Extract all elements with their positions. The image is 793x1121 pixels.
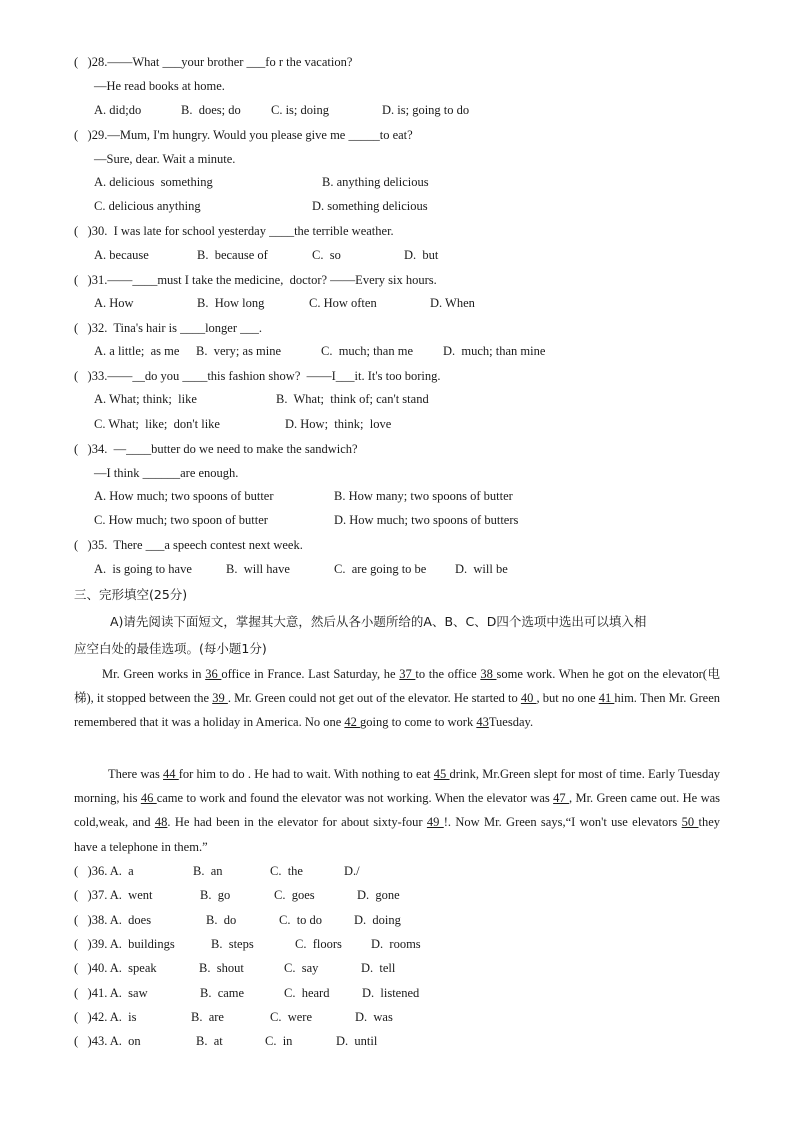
question-31-stem: ( )31.——____must I take the medicine, doctor? ——Every six hours. <box>74 273 437 287</box>
cloze-option: C. to do <box>279 912 323 927</box>
question-33-option-a: A. What; think; like <box>94 392 197 406</box>
question-30-stem: ( )30. I was late for school yesterday ____the terrible weather. <box>74 224 394 238</box>
question-29-stem: ( )29.—Mum, I'm hungry. Would you please give me _____to eat? <box>74 128 413 142</box>
cloze-option: D. doing <box>354 912 401 927</box>
section-instruction-line1: A)请先阅读下面短文，掌握其大意，然后从各小题所给的A、B、C、D四个选项中选出可以填入相 <box>110 614 647 629</box>
cloze-question-40: ( )40. A. speak <box>74 961 157 976</box>
passage-text: !. Now Mr. Green says,“I won't use elevators <box>443 815 682 830</box>
question-32-option-a: A. a little; as me <box>94 344 180 358</box>
question-32-stem: ( )32. Tina's hair is ____longer ___. <box>74 321 263 335</box>
passage-text: Mr. Green works in <box>102 667 206 681</box>
question-33-stem: ( )33.——__do you ____this fashion show? ——I___it. It's too boring. <box>74 369 441 383</box>
question-29-option-a: A. delicious something <box>94 175 213 189</box>
cloze-option: B. shout <box>199 961 244 976</box>
passage-text: drink, Mr.Green slept for most of time. Early Tuesday morning, his <box>74 767 721 806</box>
cloze-option: C. in <box>265 1034 293 1049</box>
question-34-option-c: C. How much; two spoon of butter <box>94 513 268 527</box>
passage-text: to the office <box>415 667 481 681</box>
section-title: 三、完形填空(25分) <box>74 587 188 602</box>
cloze-option: C. floors <box>295 936 342 951</box>
question-31-option-a: A. How <box>94 296 134 310</box>
question-34-option-d: D. How much; two spoons of butters <box>334 513 519 527</box>
question-28-option-a: A. did;do <box>94 103 142 117</box>
question-32-option-c: C. much; than me <box>321 344 413 358</box>
passage-text: office in France. Last Saturday, he <box>221 667 400 681</box>
cloze-option: B. came <box>200 985 245 1000</box>
cloze-option: B. go <box>200 888 231 903</box>
cloze-option: B. are <box>191 1009 224 1024</box>
passage-text: they have a telephone in them.” <box>74 815 721 854</box>
blank: 36 <box>205 667 222 681</box>
blank: 50 <box>681 815 699 830</box>
question-32-option-d: D. much; than mine <box>443 344 546 358</box>
cloze-option: D. was <box>355 1009 393 1024</box>
question-34-option-b: B. How many; two spoons of butter <box>334 489 513 503</box>
passage-text: . Mr. Green could not get out of the elevator. He started to <box>227 691 521 706</box>
question-29-reply: —Sure, dear. Wait a minute. <box>94 152 236 166</box>
blank: 40 <box>520 691 537 706</box>
question-30-option-d: D. but <box>404 248 439 262</box>
blank: 37 <box>399 667 416 681</box>
question-28-option-c: C. is; doing <box>271 103 329 117</box>
cloze-question-42: ( )42. A. is <box>74 1009 137 1024</box>
question-31-option-b: B. How long <box>197 296 265 310</box>
question-28-stem: ( )28.——What ___your brother ___fo r the vacation? <box>74 55 353 69</box>
passage-text: some work. When he got on the elevator(电梯), it stopped between the <box>74 667 721 706</box>
cloze-option: D. gone <box>357 888 400 903</box>
question-28-reply: —He read books at home. <box>94 79 225 93</box>
passage-text: for him to do . He had to wait. With nothing to eat <box>178 767 434 781</box>
blank: 47 <box>553 791 569 806</box>
cloze-question-38: ( )38. A. does <box>74 912 152 927</box>
question-28-option-b: B. does; do <box>181 103 241 117</box>
cloze-option: D. until <box>336 1034 378 1049</box>
blank: 41 <box>598 691 615 706</box>
cloze-question-39: ( )39. A. buildings <box>74 936 175 951</box>
question-35-stem: ( )35. There ___a speech contest next week. <box>74 538 303 552</box>
question-34-reply: —I think ______are enough. <box>94 466 239 480</box>
passage-text: Tuesday. <box>488 715 534 730</box>
question-30-option-a: A. because <box>94 248 149 262</box>
question-33-option-d: D. How; think; love <box>285 417 392 431</box>
cloze-option: C. heard <box>284 985 330 1000</box>
cloze-question-43: ( )43. A. on <box>74 1034 141 1049</box>
cloze-option: B. do <box>206 912 237 927</box>
cloze-option: D. rooms <box>371 936 421 951</box>
passage-text: , Mr. Green came out. He was cold,weak, and <box>74 791 721 830</box>
blank: 46 <box>140 791 157 806</box>
cloze-option: D. tell <box>361 961 396 976</box>
cloze-option: D. listened <box>362 985 420 1000</box>
cloze-option: B. an <box>193 864 223 878</box>
question-29-option-b: B. anything delicious <box>322 175 429 189</box>
question-31-option-c: C. How often <box>309 296 377 310</box>
passage-text: There was <box>108 767 164 781</box>
section-instruction-line2: 应空白处的最佳选项。(每小题1分) <box>74 641 267 656</box>
cloze-question-36: ( )36. A. a <box>74 864 134 878</box>
passage-text: going to come to work <box>360 715 477 730</box>
passage-paragraph-1 <box>74 662 720 735</box>
cloze-option: B. steps <box>211 936 254 951</box>
cloze-question-41: ( )41. A. saw <box>74 985 148 1000</box>
question-35-option-b: B. will have <box>226 562 290 576</box>
question-35-option-c: C. are going to be <box>334 562 427 576</box>
blank: 38 <box>480 667 497 681</box>
cloze-option: D./ <box>344 864 360 878</box>
question-28-option-d: D. is; going to do <box>382 103 470 117</box>
blank: 39 <box>212 691 228 706</box>
question-35-option-a: A. is going to have <box>94 562 192 576</box>
passage-text: , but no one <box>536 691 599 706</box>
cloze-option: B. at <box>196 1034 223 1049</box>
blank: 48 <box>154 815 168 830</box>
passage-text: . He had been in the elevator for about sixty-four <box>167 815 427 830</box>
question-35-option-d: D. will be <box>455 562 508 576</box>
blank: 42 <box>344 715 361 730</box>
blank: 45 <box>433 767 450 781</box>
passage-paragraph-2 <box>74 762 720 859</box>
blank: 44 <box>163 767 179 781</box>
question-31-option-d: D. When <box>430 296 475 310</box>
question-32-option-b: B. very; as mine <box>196 344 282 358</box>
cloze-option: C. were <box>270 1009 312 1024</box>
question-29-option-c: C. delicious anything <box>94 199 201 213</box>
question-29-option-d: D. something delicious <box>312 199 428 213</box>
question-30-option-c: C. so <box>312 248 341 262</box>
cloze-question-37: ( )37. A. went <box>74 888 153 903</box>
question-30-option-b: B. because of <box>197 248 268 262</box>
cloze-option: C. say <box>284 961 319 976</box>
question-33-option-b: B. What; think of; can't stand <box>276 392 429 406</box>
blank: 43 <box>476 715 489 730</box>
passage-text: came to work and found the elevator was not working. When the elevator was <box>156 791 554 806</box>
passage-text: him. Then Mr. Green remembered that it was a holiday in America. No one <box>74 691 721 730</box>
question-34-stem: ( )34. —____butter do we need to make the sandwich? <box>74 442 358 456</box>
question-33-option-c: C. What; like; don't like <box>94 417 220 431</box>
cloze-option: C. the <box>270 864 303 878</box>
blank: 49 <box>426 815 444 830</box>
question-34-option-a: A. How much; two spoons of butter <box>94 489 274 503</box>
cloze-option: C. goes <box>274 888 315 903</box>
